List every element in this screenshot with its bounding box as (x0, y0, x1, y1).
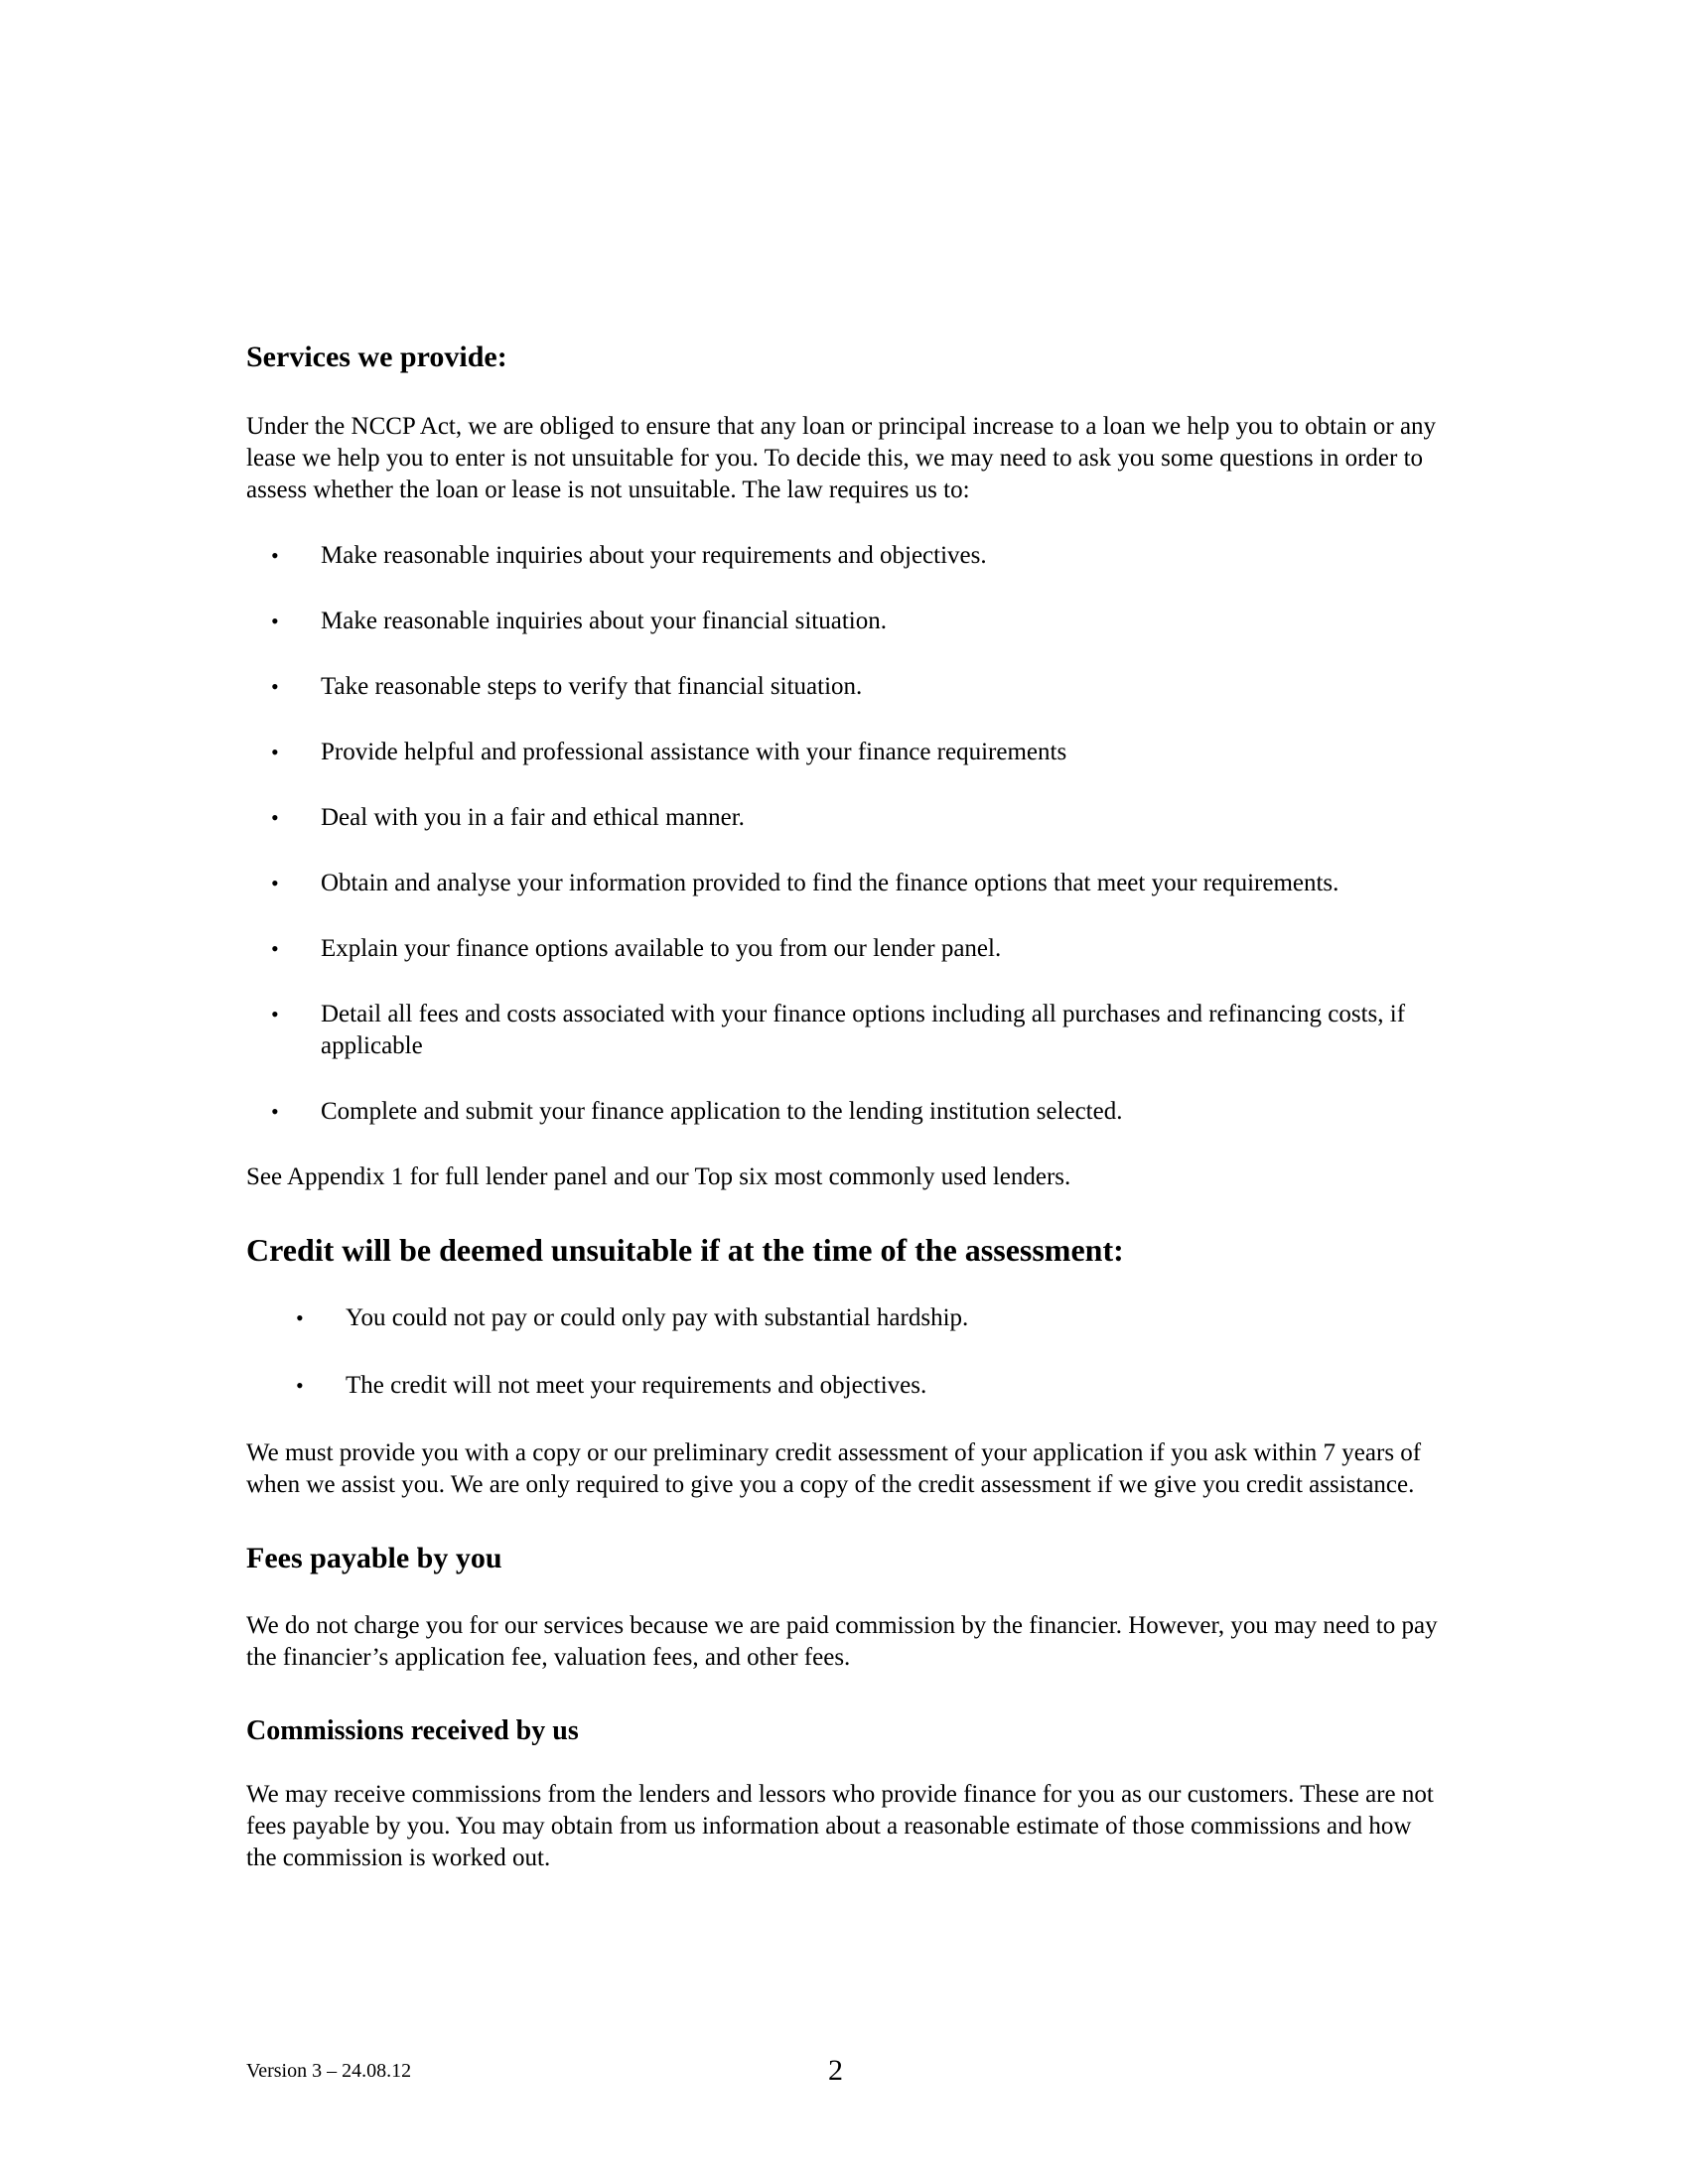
page-number: 2 (828, 2054, 843, 2087)
list-item (246, 671, 1448, 703)
bullet-icon: • (296, 1305, 304, 1330)
bullet-icon: • (271, 674, 279, 699)
list-item (246, 1370, 1448, 1402)
commissions-paragraph: We may receive commissions from the lenders and lessors who provide finance for you as our customers. These are not fees payable by you. You may obtain from us information about a reasonable estimate of those commissions and how the commission is worked out. (246, 1781, 1434, 1871)
list-item (246, 606, 1448, 637)
credit-assessment-paragraph: We must provide you with a copy or our preliminary credit assessment of your application if you ask within 7 years of when we assist you. We are only required to give you a copy of the credit assessment if we give you credit assistance. (246, 1439, 1422, 1498)
list-item (246, 802, 1448, 834)
services-heading: Services we provide: (246, 341, 507, 373)
bullet-icon: • (271, 805, 279, 830)
list-item-text: Detail all fees and costs associated with your finance options including all purchases and refinancing costs, if applicable (321, 1001, 1406, 1059)
list-item-text: Complete and submit your finance application to the lending institution selected. (321, 1098, 1123, 1125)
list-item-text: Make reasonable inquiries about your requirements and objectives. (321, 542, 987, 569)
fees-paragraph: We do not charge you for our services because we are paid commission by the financier. However, you may need to pay the financier’s application fee, valuation fees, and other fees. (246, 1612, 1438, 1671)
list-item-text: The credit will not meet your requirements and objectives. (346, 1372, 927, 1399)
list-item (246, 737, 1448, 768)
bullet-icon: • (271, 740, 279, 764)
document-body (246, 338, 1448, 1874)
list-item (246, 540, 1448, 572)
list-item (246, 868, 1448, 899)
list-item (246, 1096, 1448, 1128)
list-item-text: Make reasonable inquiries about your financial situation. (321, 608, 887, 634)
bullet-icon: • (271, 1099, 279, 1124)
list-item-text: Take reasonable steps to verify that financial situation. (321, 673, 863, 700)
bullet-icon: • (271, 871, 279, 895)
appendix-note: See Appendix 1 for full lender panel and our Top six most commonly used lenders. (246, 1163, 1071, 1190)
bullet-icon: • (271, 1002, 279, 1026)
list-item (246, 999, 1448, 1062)
list-item-text: Provide helpful and professional assistance with your finance requirements (321, 739, 1067, 765)
version-label: Version 3 – 24.08.12 (246, 2060, 412, 2082)
commissions-heading: Commissions received by us (246, 1715, 579, 1746)
services-intro: Under the NCCP Act, we are obliged to ensure that any loan or principal increase to a loan we help you to obtain or any lease we help you to enter is not unsuitable for you. To decide this, we may need to ask you some questions in order to assess whether the loan or lease is not unsuitable. The law requires us to: (246, 413, 1437, 503)
services-list (246, 540, 1448, 1128)
credit-list (246, 1302, 1448, 1402)
list-item-text: Explain your finance options available to you from our lender panel. (321, 935, 1002, 962)
bullet-icon: • (296, 1373, 304, 1398)
list-item (246, 933, 1448, 965)
list-item (246, 1302, 1448, 1334)
fees-heading: Fees payable by you (246, 1542, 502, 1574)
bullet-icon: • (271, 936, 279, 961)
list-item-text: You could not pay or could only pay with substantial hardship. (346, 1304, 969, 1331)
bullet-icon: • (271, 609, 279, 633)
bullet-icon: • (271, 543, 279, 568)
list-item-text: Deal with you in a fair and ethical manner. (321, 804, 745, 831)
list-item-text: Obtain and analyse your information provided to find the finance options that meet your requirements. (321, 870, 1339, 896)
credit-heading: Credit will be deemed unsuitable if at the time of the assessment: (246, 1232, 1124, 1268)
